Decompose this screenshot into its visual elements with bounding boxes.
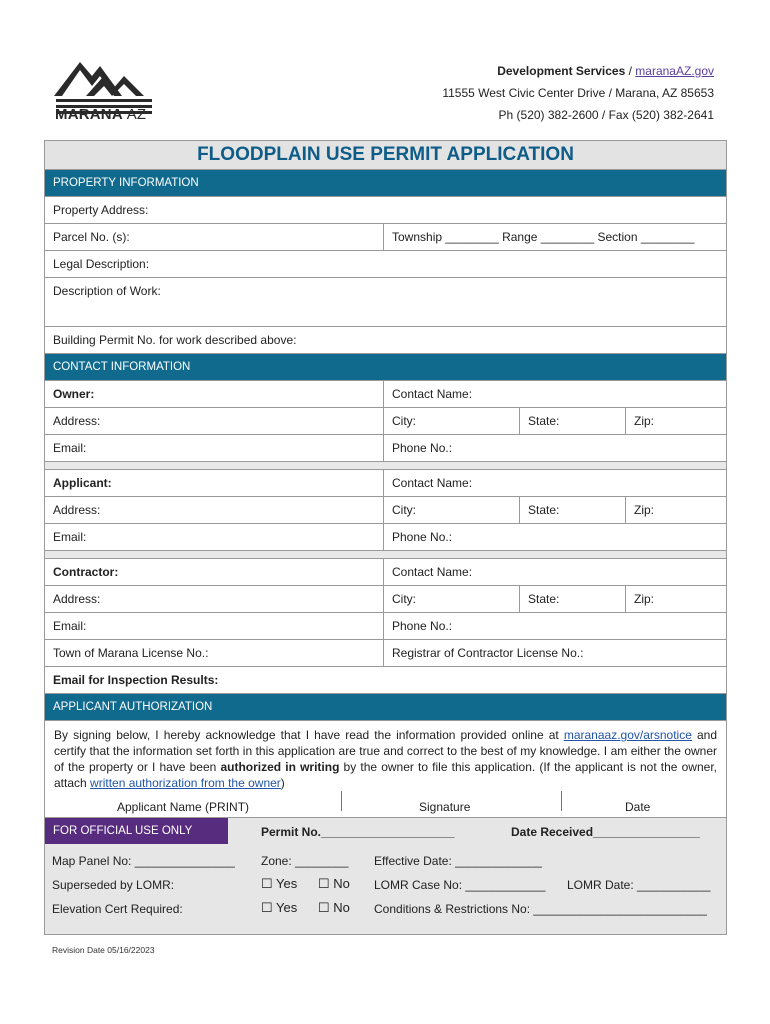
date-label[interactable]: Date bbox=[625, 800, 651, 814]
revision-date: Revision Date 05/16/22023 bbox=[52, 945, 155, 955]
lomr-case-field[interactable]: LOMR Case No: ____________ bbox=[374, 878, 546, 892]
form-title: FLOODPLAIN USE PERMIT APPLICATION bbox=[45, 141, 726, 170]
elevation-yes-option[interactable]: ☐ Yes bbox=[261, 900, 298, 915]
dept-line: Development Services / maranaAZ.gov bbox=[497, 64, 714, 78]
registrar-license-field[interactable]: Registrar of Contractor License No.: bbox=[392, 646, 584, 660]
section-official: FOR OFFICIAL USE ONLY bbox=[45, 818, 228, 844]
signature-row bbox=[45, 791, 726, 818]
owner-phone-field[interactable]: Phone No.: bbox=[392, 441, 453, 455]
contractor-zip-field[interactable]: Zip: bbox=[634, 592, 655, 606]
applicant-contact-name-field[interactable]: Contact Name: bbox=[392, 476, 473, 490]
arsnotice-link[interactable]: maranaaz.gov/arsnotice bbox=[563, 728, 692, 742]
applicant-address-field[interactable]: Address: bbox=[45, 497, 384, 523]
applicant-name-label[interactable]: Applicant Name (PRINT) bbox=[117, 800, 250, 814]
written-authorization-link[interactable]: written authorization from the owner bbox=[90, 776, 281, 790]
checkbox-icon[interactable]: ☐ bbox=[261, 876, 273, 891]
elevation-cert-label: Elevation Cert Required: bbox=[52, 902, 183, 916]
checkbox-icon[interactable]: ☐ bbox=[318, 900, 330, 915]
owner-contact-name-field[interactable]: Contact Name: bbox=[392, 387, 473, 401]
checkbox-icon[interactable]: ☐ bbox=[261, 900, 273, 915]
logo-wordmark: MARANA AZ bbox=[55, 106, 147, 123]
owner-address-field[interactable]: Address: bbox=[45, 408, 384, 434]
section-property: PROPERTY INFORMATION bbox=[45, 170, 726, 197]
description-of-work-field[interactable]: Description of Work: bbox=[53, 284, 161, 298]
applicant-field[interactable]: Applicant: bbox=[45, 470, 384, 496]
row-spacer bbox=[45, 551, 726, 559]
town-license-field[interactable]: Town of Marana License No.: bbox=[45, 640, 384, 666]
permit-no-field[interactable]: Permit No.____________________ bbox=[261, 825, 455, 839]
permit-form bbox=[44, 140, 727, 935]
legal-description-field[interactable]: Legal Description: bbox=[53, 257, 150, 271]
checkbox-icon[interactable]: ☐ bbox=[318, 876, 330, 891]
superseded-no-option[interactable]: ☐ No bbox=[318, 876, 350, 891]
property-address-field[interactable]: Property Address: bbox=[53, 203, 149, 217]
superseded-yes-option[interactable]: ☐ Yes bbox=[261, 876, 298, 891]
contractor-field[interactable]: Contractor: bbox=[45, 559, 384, 585]
section-contact: CONTACT INFORMATION bbox=[45, 354, 726, 381]
website-link[interactable]: maranaAZ.gov bbox=[635, 64, 714, 78]
applicant-phone-field[interactable]: Phone No.: bbox=[392, 530, 453, 544]
contractor-phone-field[interactable]: Phone No.: bbox=[392, 619, 453, 633]
divider bbox=[561, 791, 562, 811]
owner-state-field[interactable]: State: bbox=[520, 408, 626, 434]
authorization-text: By signing below, I hereby acknowledge that I have read the information provided online at maranaaz.gov/arsnotice and certify that the information set forth in this application are true and correct to the best of my knowledge. I am either the owner of the property or I have been authorized in writing by the owner to file this application. (If the applicant is not the owner, attach written authorization from the owner) bbox=[45, 721, 726, 791]
contractor-city-field[interactable]: City: bbox=[384, 586, 520, 612]
inspection-email-field[interactable]: Email for Inspection Results: bbox=[53, 673, 219, 687]
phone-line: Ph (520) 382-2600 / Fax (520) 382-2641 bbox=[498, 108, 714, 122]
date-received-field[interactable]: Date Received________________ bbox=[511, 825, 700, 839]
dept-name: Development Services bbox=[497, 64, 626, 78]
contractor-state-field[interactable]: State: bbox=[520, 586, 626, 612]
row-spacer bbox=[45, 462, 726, 470]
applicant-zip-field[interactable]: Zip: bbox=[634, 503, 655, 517]
parcel-field[interactable]: Parcel No. (s): bbox=[45, 224, 384, 250]
contractor-contact-name-field[interactable]: Contact Name: bbox=[392, 565, 473, 579]
conditions-field[interactable]: Conditions & Restrictions No: __________________________ bbox=[374, 902, 707, 916]
header-contact bbox=[442, 60, 714, 126]
contractor-address-field[interactable]: Address: bbox=[45, 586, 384, 612]
building-permit-field[interactable]: Building Permit No. for work described above: bbox=[53, 333, 297, 347]
effective-date-field[interactable]: Effective Date: _____________ bbox=[374, 854, 542, 868]
applicant-email-field[interactable]: Email: bbox=[45, 524, 384, 550]
lomr-date-field[interactable]: LOMR Date: ___________ bbox=[567, 878, 711, 892]
official-use-panel bbox=[45, 818, 726, 934]
elevation-no-option[interactable]: ☐ No bbox=[318, 900, 350, 915]
applicant-state-field[interactable]: State: bbox=[520, 497, 626, 523]
section-authorization: APPLICANT AUTHORIZATION bbox=[45, 694, 726, 721]
owner-email-field[interactable]: Email: bbox=[45, 435, 384, 461]
map-panel-field[interactable]: Map Panel No: _______________ bbox=[52, 854, 235, 868]
address-line: 11555 West Civic Center Drive / Marana, AZ 85653 bbox=[442, 86, 714, 100]
owner-city-field[interactable]: City: bbox=[384, 408, 520, 434]
owner-zip-field[interactable]: Zip: bbox=[634, 414, 655, 428]
township-range-section-field[interactable]: Township ________ Range ________ Section ________ bbox=[392, 230, 695, 244]
applicant-city-field[interactable]: City: bbox=[384, 497, 520, 523]
page-header bbox=[0, 0, 770, 135]
superseded-label: Superseded by LOMR: bbox=[52, 878, 175, 892]
zone-field[interactable]: Zone: ________ bbox=[261, 854, 349, 868]
divider bbox=[341, 791, 342, 811]
signature-label[interactable]: Signature bbox=[419, 800, 471, 814]
owner-field[interactable]: Owner: bbox=[45, 381, 384, 407]
contractor-email-field[interactable]: Email: bbox=[45, 613, 384, 639]
